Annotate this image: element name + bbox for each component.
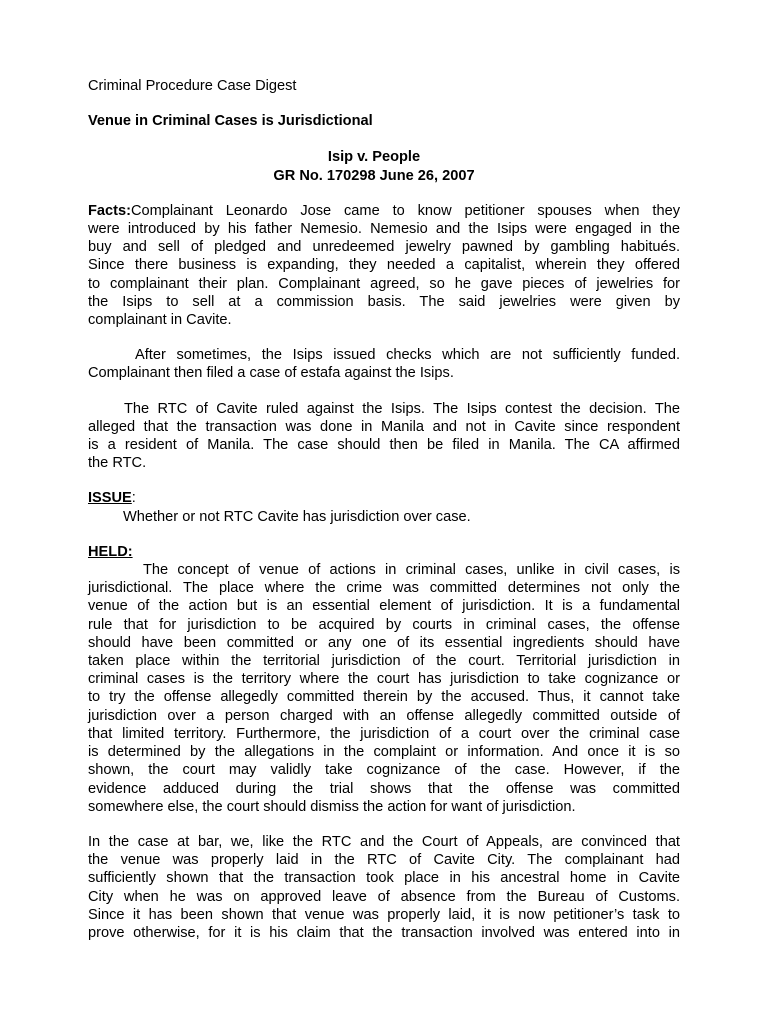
- facts-section: [88, 202, 680, 329]
- held-line: criminal cases is the territory where the court has jurisdiction to take cognizance or: [88, 671, 680, 688]
- held-section: [88, 543, 680, 816]
- facts-paragraph-2-line: After sometimes, the Isips issued checks which are not sufficiently funded.: [135, 347, 680, 364]
- case-number: GR No. 170298 June 26, 2007: [273, 167, 475, 184]
- issue-heading: [88, 489, 680, 507]
- facts-paragraph-3-line: is a resident of Manila. The case should then be filed in Manila. The CA affirmed: [88, 437, 680, 454]
- document-header: Criminal Procedure Case Digest: [88, 78, 297, 94]
- held-line: that limited territory. Furthermore, the jurisdiction of a court over the criminal case: [88, 725, 680, 742]
- issue-text: Whether or not RTC Cavite has jurisdiction over case.: [123, 508, 471, 525]
- case-name: Isip v. People: [327, 149, 421, 166]
- facts-paragraph-3-line: the RTC.: [88, 455, 147, 472]
- facts-line: to complainant their plan. Complainant agreed, so he gave pieces of jewelries for: [88, 275, 680, 292]
- held-line: venue of the action but is an essential element of jurisdiction. It is a fundamental: [88, 598, 680, 615]
- facts-line: complainant in Cavite.: [88, 312, 232, 329]
- ruling-paragraph: [88, 833, 680, 942]
- ruling-line: the venue was properly laid in the RTC of Cavite City. The complainant had: [88, 852, 680, 869]
- facts-paragraph-2-line: Complainant then filed a case of estafa against the Isips.: [88, 365, 454, 382]
- document-page: [88, 77, 680, 942]
- facts-first-line-text: Complainant Leonardo Jose came to know petitioner spouses when they: [130, 202, 680, 219]
- facts-label: Facts:: [88, 202, 131, 219]
- facts-paragraph-3-line: alleged that the transaction was done in Manila and not in Cavite since respondent: [88, 418, 680, 435]
- held-label: HELD:: [88, 543, 133, 560]
- facts-paragraph-3-line: The RTC of Cavite ruled against the Isips. The Isips contest the decision. The: [124, 400, 680, 417]
- held-line: jurisdictional. The place where the crime was committed determines not only the: [88, 580, 680, 597]
- ruling-line: sufficiently shown that the transaction took place in his ancestral home in Cavite: [88, 870, 680, 887]
- ruling-line: In the case at bar, we, like the RTC and the Court of Appeals, are convinced that: [88, 833, 680, 850]
- held-line: shown, the court may validly take cognizance of the case. However, if the: [88, 762, 680, 779]
- facts-line: the Isips to sell at a commission basis. The said jewelries were given by: [88, 293, 680, 310]
- held-line: somewhere else, the court should dismiss the action for want of jurisdiction.: [88, 798, 576, 815]
- facts-line: Since there business is expanding, they needed a capitalist, wherein they offered: [88, 257, 680, 274]
- held-line: The concept of venue of actions in criminal cases, unlike in civil cases, is: [143, 562, 680, 579]
- ruling-line: Since it has been shown that venue was properly laid, it is now petitioner’s task to: [88, 906, 680, 923]
- issue-colon: :: [131, 490, 136, 507]
- case-citation: [88, 148, 680, 184]
- ruling-line: City when he was on approved leave of absence from the Bureau of Customs.: [88, 888, 680, 905]
- held-line: rule that for jurisdiction to be acquired by courts in criminal cases, the offense: [88, 616, 680, 633]
- held-body: [88, 561, 680, 816]
- held-line: jurisdiction over a person charged with an offense allegedly committed outside of: [88, 707, 680, 724]
- facts-paragraph-3: [88, 400, 680, 473]
- facts-line: [88, 202, 680, 220]
- held-line: taken place within the territorial jurisdiction of the court. Territorial jurisdiction in: [88, 653, 680, 670]
- facts-paragraph-2: [88, 346, 680, 382]
- facts-line: buy and sell of pledged and unredeemed jewelry pawned by gambling habitués.: [88, 239, 680, 256]
- issue-section: [88, 489, 680, 525]
- held-line: is determined by the allegations in the complaint or information. And once it is so: [88, 744, 680, 761]
- held-line: should have been committed or any one of its essential ingredients should have: [88, 634, 680, 651]
- issue-label: ISSUE: [88, 490, 132, 507]
- facts-line: were introduced by his father Nemesio. Nemesio and the Isips were engaged in the: [88, 221, 680, 238]
- held-line: evidence adduced during the trial shows that the offense was committed: [88, 780, 680, 797]
- ruling-line: prove otherwise, for it is his claim that the transaction involved was entered into in: [88, 924, 680, 941]
- document-title: Venue in Criminal Cases is Jurisdictional: [88, 113, 373, 130]
- held-line: to try the offense allegedly committed therein by the accused. Thus, it cannot take: [88, 689, 680, 706]
